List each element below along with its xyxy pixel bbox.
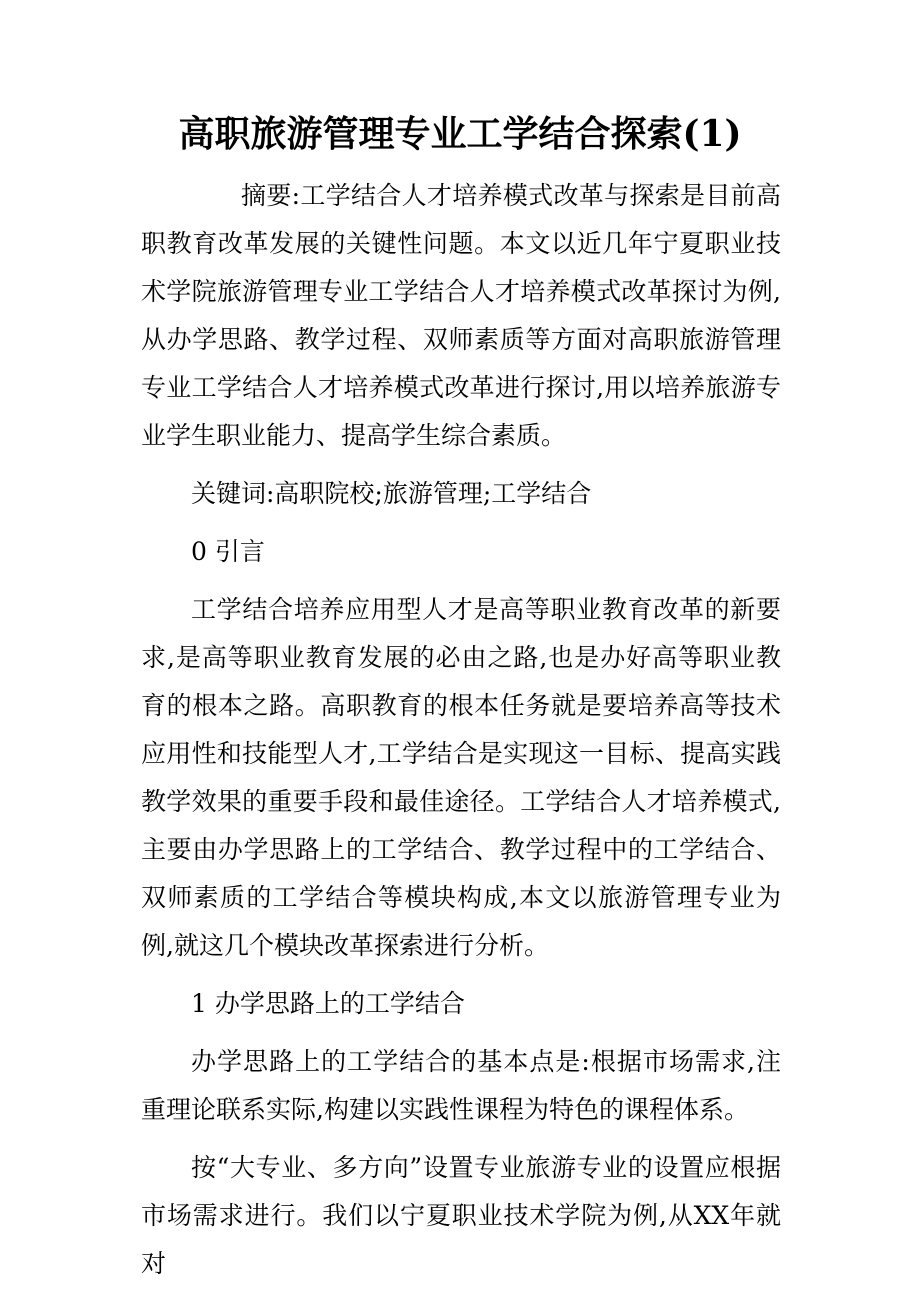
document-body: [141, 172, 781, 1288]
abstract-paragraph: 摘要:工学结合人才培养模式改革与探索是目前高职教育改革发展的关键性问题。本文以近几年宁夏职业技术学院旅游管理专业工学结合人才培养模式改革探讨为例,从办学思路、教学过程、双师素质等方面对高职旅游管理专业工学结合人才培养模式改革进行探讨,用以培养旅游专业学生职业能力、提高学生综合素质。: [141, 181, 781, 450]
introduction-paragraph: 工学结合培养应用型人才是高等职业教育改革的新要求,是高等职业教育发展的必由之路,也是办好高等职业教育的根本之路。高职教育的根本任务就是要培养高等技术应用性和技能型人才,工学结合是实现这一目标、提高实践教学效果的重要手段和最佳途径。工学结合人才培养模式,主要由办学思路上的工学结合、教学过程中的工学结合、双师素质的工学结合等模块构成,本文以旅游管理专业为例,就这几个模块改革探索进行分析。: [141, 595, 781, 960]
section-1-paragraph: 办学思路上的工学结合的基本点是:根据市场需求,注重理论联系实际,构建以实践性课程为特色的课程体系。: [141, 1047, 781, 1124]
section-1-paragraph-2: 按“大专业、多方向”设置专业旅游专业的设置应根据市场需求进行。我们以宁夏职业技术学院为例,从XX年就对: [141, 1153, 781, 1278]
section-heading-introduction: 0 引言: [191, 537, 265, 566]
keywords-paragraph: 关键词:高职院校;旅游管理;工学结合: [191, 479, 592, 508]
section-heading-1: 1 办学思路上的工学结合: [191, 989, 465, 1018]
document-title: 高职旅游管理专业工学结合探索(1): [178, 113, 742, 155]
